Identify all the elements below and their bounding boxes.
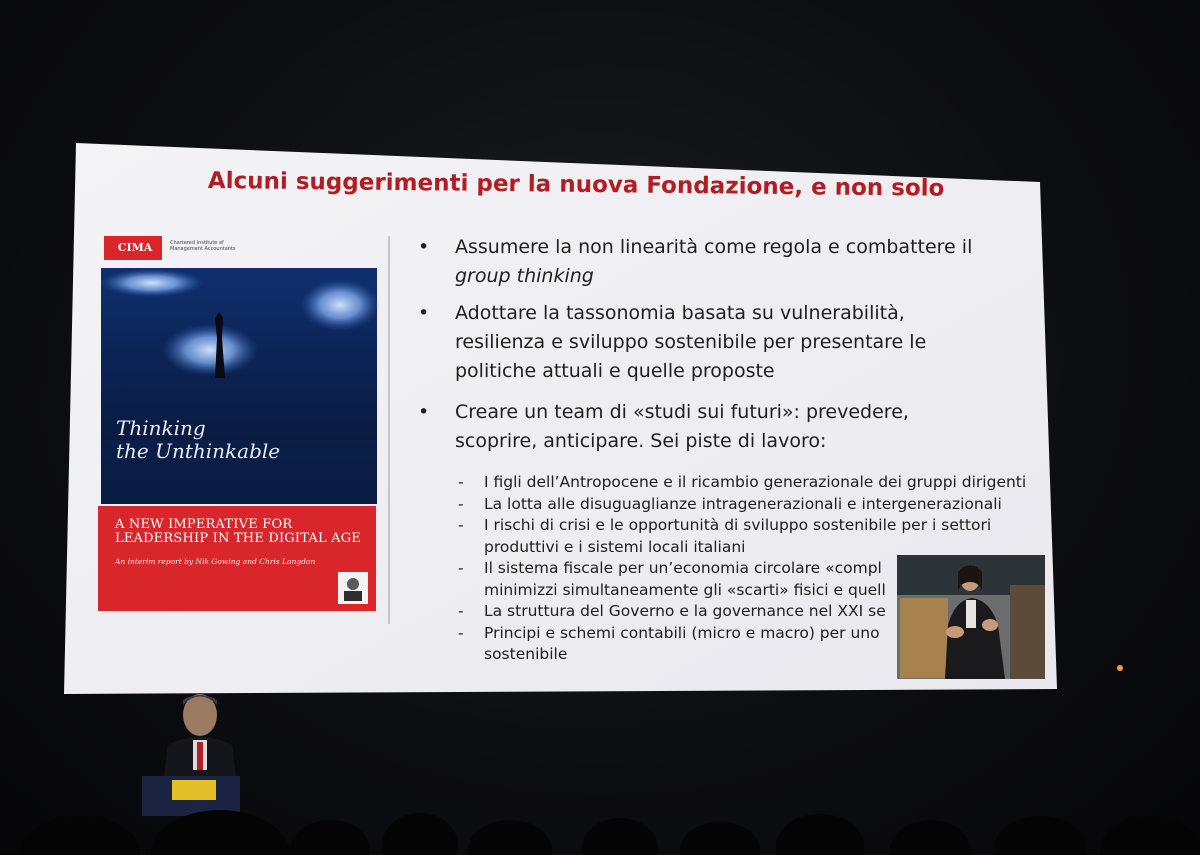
interpreter-hand [982,619,998,631]
bullet-line: Adottare la tassonomia basata su vulnerabilità, [455,302,905,324]
interpreter-inset-overlay [897,555,1045,679]
cover-subtitle [115,518,361,546]
audience-head [20,816,140,855]
bullet-line-italic [455,262,972,291]
bullet-line: resilienza e sviluppo sostenibile per presentare le [455,331,927,353]
cima-logo-text: CIMA [117,241,153,254]
bullet-marker: • [418,401,430,423]
sub-line: Principi e schemi contabili (micro e macro) per uno [484,623,880,642]
bullet-text [455,233,972,291]
cover-spotlight [162,324,258,376]
cover-portrait-face [347,578,359,590]
slide-title: Alcuni suggerimenti per la nuova Fondazione, e non solo [207,168,945,202]
audience-head [382,813,458,855]
cover-spotlight [300,279,380,331]
audience-head [150,810,290,855]
podium-sign [172,780,216,800]
cover-title-line: Thinking [116,416,206,440]
sub-item [458,515,1026,558]
audience-head [994,816,1086,855]
italic-phrase: group thinking [455,265,594,287]
audience-head [680,822,760,855]
bullet-line: politiche attuali e quelle proposte [455,360,775,382]
sub-line: I figli dell’Antropocene e il ricambio generazionale dei gruppi dirigenti [484,473,1027,491]
audience-head [582,818,658,855]
interpreter-hand [946,626,964,638]
cover-subtitle-line: LEADERSHIP IN THE DIGITAL AGE [115,531,361,546]
audience-head [468,820,552,855]
audience-head [290,820,370,855]
bullet-marker: • [418,302,430,324]
sub-item [458,494,1026,516]
sub-dash: - [458,559,464,577]
sub-dash: - [458,494,464,513]
inset-building [900,598,948,678]
bullet-line: Creare un team di «studi sui futuri»: prevedere, [455,401,909,423]
audience-head [776,814,864,855]
sub-line: La struttura del Governo e la governance nel XXI se [484,602,886,620]
sub-dash: - [458,516,464,534]
sub-line: minimizzi simultaneamente gli «scarti» fisici e quell [484,580,886,599]
speaker-tie [197,742,203,770]
sub-dash: - [458,602,464,620]
bullet-line: Assumere la non linearità come regola e combattere il [455,236,973,258]
bullet-line: scoprire, anticipare. Sei piste di lavoro: [455,430,827,452]
cover-subtitle-line: A NEW IMPERATIVE FOR [115,517,293,532]
sub-line: La lotta alle disuguaglianze intragenerazionali e intergenerazionali [484,494,1002,513]
sub-line: Il sistema fiscale per un’economia circolare «compl [484,559,882,577]
stage-light [1117,665,1123,671]
sub-dash: - [458,473,464,491]
cover-title-line: the Unthinkable [116,439,281,463]
cover-authors: An interim report by Nik Gowing and Chris Langdon [115,557,316,566]
sub-item [458,472,1026,494]
cover-title [116,417,280,463]
cima-org-name: Chartered Institute of Management Accountants [170,240,236,252]
sub-line: produttivi e i sistemi locali italiani [484,537,746,556]
audience-head [890,820,970,855]
bullet-text [455,299,926,386]
sub-dash: - [458,623,464,642]
audience-silhouettes [20,810,1200,855]
sub-line: I rischi di crisi e le opportunità di sviluppo sostenibile per i settori [484,516,992,534]
cover-spotlight [100,269,204,297]
bullet-marker: • [418,236,430,258]
bullet-text [455,398,909,456]
cover-portrait-body [344,591,362,601]
interpreter-shirt [966,600,976,628]
sub-line: sostenibile [484,645,568,663]
audience-head [1100,816,1200,855]
inset-wall [1010,585,1045,679]
